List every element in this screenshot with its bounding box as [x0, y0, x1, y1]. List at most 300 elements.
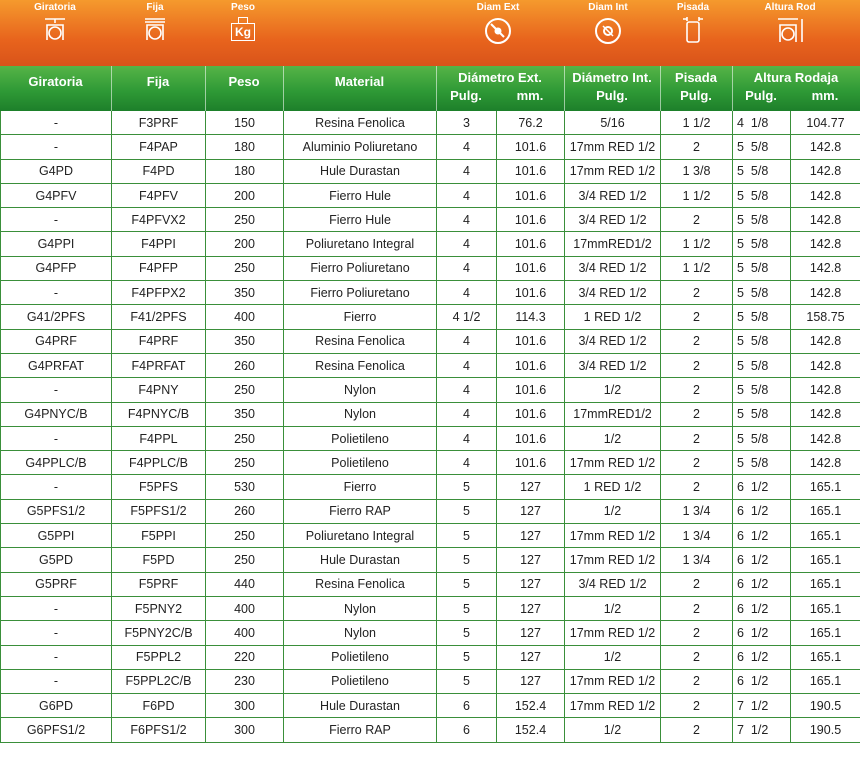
cell-altura-pulg: 4 1/8 — [733, 111, 791, 135]
header-fija: Fija — [146, 74, 170, 89]
cell-altura-pulg: 5 5/8 — [733, 159, 791, 183]
table-row — [1, 232, 860, 256]
cell-altura-mm: 142.8 — [791, 256, 860, 280]
cell-diam-ext-pulg: 4 — [437, 353, 497, 377]
cell-peso: 150 — [206, 111, 284, 135]
cell-altura-mm: 190.5 — [791, 718, 860, 742]
cell-diam-ext-pulg: 4 — [437, 256, 497, 280]
cell-altura-mm: 165.1 — [791, 548, 860, 572]
cell-pisada-pulg: 2 — [661, 645, 733, 669]
cell-pisada-pulg: 2 — [661, 669, 733, 693]
cell-altura-mm: 158.75 — [791, 305, 860, 329]
cell-peso: 180 — [206, 135, 284, 159]
cell-diam-int-pulg: 3/4 RED 1/2 — [565, 353, 661, 377]
cell-material: Hule Durastan — [284, 694, 437, 718]
cell-diam-ext-mm: 101.6 — [497, 256, 565, 280]
cell-diam-int-pulg: 17mm RED 1/2 — [565, 548, 661, 572]
cell-altura-pulg: 6 1/2 — [733, 572, 791, 596]
cell-altura-mm: 165.1 — [791, 596, 860, 620]
cell-diam-ext-mm: 101.6 — [497, 135, 565, 159]
table-row — [1, 426, 860, 450]
cell-diam-int-pulg: 17mm RED 1/2 — [565, 621, 661, 645]
cell-pisada-pulg: 2 — [661, 353, 733, 377]
cell-diam-int-pulg: 17mmRED1/2 — [565, 232, 661, 256]
diam-int-icon-cell — [580, 2, 636, 46]
cell-diam-int-pulg: 1 RED 1/2 — [565, 305, 661, 329]
cell-giratoria: G4PNYC/B — [1, 402, 112, 426]
cell-pisada-pulg: 1 1/2 — [661, 256, 733, 280]
cell-altura-mm: 190.5 — [791, 694, 860, 718]
cell-diam-ext-mm: 127 — [497, 669, 565, 693]
tread-width-icon — [682, 16, 704, 44]
cell-giratoria: G5PRF — [1, 572, 112, 596]
cell-diam-int-pulg: 5/16 — [565, 111, 661, 135]
cell-pisada-pulg: 1 1/2 — [661, 111, 733, 135]
cell-fija: F5PD — [112, 548, 206, 572]
cell-altura-pulg: 5 5/8 — [733, 378, 791, 402]
cell-material: Nylon — [284, 621, 437, 645]
cell-diam-int-pulg: 3/4 RED 1/2 — [565, 208, 661, 232]
cell-giratoria: G6PD — [1, 694, 112, 718]
cell-peso: 250 — [206, 524, 284, 548]
cell-diam-ext-pulg: 6 — [437, 718, 497, 742]
cell-pisada-pulg: 2 — [661, 718, 733, 742]
cell-pisada-pulg: 1 1/2 — [661, 183, 733, 207]
cell-fija: F5PPI — [112, 524, 206, 548]
cell-altura-mm: 165.1 — [791, 499, 860, 523]
cell-altura-mm: 165.1 — [791, 572, 860, 596]
cell-peso: 350 — [206, 402, 284, 426]
cell-pisada-pulg: 2 — [661, 596, 733, 620]
cell-giratoria: - — [1, 378, 112, 402]
cell-giratoria: - — [1, 475, 112, 499]
cell-diam-ext-mm: 101.6 — [497, 232, 565, 256]
table-row — [1, 718, 860, 742]
cell-fija: F4PAP — [112, 135, 206, 159]
cell-peso: 250 — [206, 256, 284, 280]
table-row — [1, 596, 860, 620]
cell-pisada-pulg: 2 — [661, 475, 733, 499]
cell-pisada-pulg: 2 — [661, 305, 733, 329]
cell-altura-pulg: 6 1/2 — [733, 669, 791, 693]
cell-peso: 260 — [206, 499, 284, 523]
cell-giratoria: G5PPI — [1, 524, 112, 548]
cell-altura-mm: 142.8 — [791, 208, 860, 232]
cell-diam-ext-pulg: 5 — [437, 621, 497, 645]
cell-altura-mm: 142.8 — [791, 281, 860, 305]
weight-icon — [231, 17, 255, 41]
cell-giratoria: G4PFV — [1, 183, 112, 207]
peso-icon-cell — [218, 2, 268, 41]
cell-giratoria: G4PFP — [1, 256, 112, 280]
diam-ext-icon-cell — [470, 2, 526, 46]
cell-material: Resina Fenolica — [284, 329, 437, 353]
cell-fija: F3PRF — [112, 111, 206, 135]
cell-diam-ext-pulg: 5 — [437, 669, 497, 693]
header-pisada-pulg: Pulg. — [680, 88, 712, 103]
cell-diam-ext-mm: 127 — [497, 524, 565, 548]
cell-diam-ext-mm: 101.6 — [497, 183, 565, 207]
cell-peso: 180 — [206, 159, 284, 183]
cell-diam-int-pulg: 17mm RED 1/2 — [565, 524, 661, 548]
cell-diam-int-pulg: 3/4 RED 1/2 — [565, 256, 661, 280]
cell-fija: F5PNY2C/B — [112, 621, 206, 645]
cell-diam-int-pulg: 3/4 RED 1/2 — [565, 329, 661, 353]
cell-giratoria: G6PFS1/2 — [1, 718, 112, 742]
cell-material: Polietileno — [284, 426, 437, 450]
cell-fija: F4PFP — [112, 256, 206, 280]
cell-material: Nylon — [284, 378, 437, 402]
cell-fija: F4PPL — [112, 426, 206, 450]
cell-material: Polietileno — [284, 669, 437, 693]
cell-giratoria: - — [1, 208, 112, 232]
cell-material: Resina Fenolica — [284, 111, 437, 135]
table-row — [1, 402, 860, 426]
cell-peso: 440 — [206, 572, 284, 596]
cell-material: Poliuretano Integral — [284, 232, 437, 256]
cell-diam-ext-mm: 101.6 — [497, 159, 565, 183]
cell-altura-mm: 104.77 — [791, 111, 860, 135]
cell-diam-int-pulg: 17mmRED1/2 — [565, 402, 661, 426]
cell-diam-ext-pulg: 5 — [437, 499, 497, 523]
cell-fija: F4PFVX2 — [112, 208, 206, 232]
header-altura-rodaja: Altura Rodaja — [753, 70, 839, 85]
cell-fija: F4PD — [112, 159, 206, 183]
cell-fija: F5PNY2 — [112, 596, 206, 620]
cell-pisada-pulg: 1 3/8 — [661, 159, 733, 183]
cell-material: Fierro Hule — [284, 208, 437, 232]
cell-peso: 220 — [206, 645, 284, 669]
cell-material: Polietileno — [284, 645, 437, 669]
cell-material: Fierro — [284, 475, 437, 499]
table-row — [1, 694, 860, 718]
cell-diam-ext-pulg: 6 — [437, 694, 497, 718]
cell-diam-ext-pulg: 4 — [437, 159, 497, 183]
pisada-icon-label: Pisada — [676, 2, 710, 13]
cell-diam-ext-pulg: 4 — [437, 451, 497, 475]
cell-diam-ext-mm: 152.4 — [497, 718, 565, 742]
cell-peso: 250 — [206, 548, 284, 572]
cell-peso: 400 — [206, 621, 284, 645]
cell-diam-ext-mm: 101.6 — [497, 329, 565, 353]
cell-peso: 300 — [206, 718, 284, 742]
fija-icon-cell — [130, 2, 180, 42]
cell-giratoria: - — [1, 281, 112, 305]
cell-altura-pulg: 5 5/8 — [733, 426, 791, 450]
cell-altura-pulg: 6 1/2 — [733, 475, 791, 499]
cell-peso: 300 — [206, 694, 284, 718]
cell-diam-ext-mm: 101.6 — [497, 208, 565, 232]
cell-altura-pulg: 5 5/8 — [733, 353, 791, 377]
cell-pisada-pulg: 2 — [661, 208, 733, 232]
cell-diam-int-pulg: 3/4 RED 1/2 — [565, 281, 661, 305]
cell-material: Fierro RAP — [284, 718, 437, 742]
cell-diam-ext-pulg: 5 — [437, 645, 497, 669]
cell-fija: F4PPLC/B — [112, 451, 206, 475]
cell-diam-ext-mm: 127 — [497, 621, 565, 645]
cell-altura-mm: 165.1 — [791, 669, 860, 693]
header-diametro-ext-mm: mm. — [516, 88, 544, 103]
table-row — [1, 451, 860, 475]
cell-material: Polietileno — [284, 451, 437, 475]
cell-altura-mm: 142.8 — [791, 402, 860, 426]
cell-pisada-pulg: 1 3/4 — [661, 524, 733, 548]
rigid-caster-icon — [142, 16, 168, 42]
table-row — [1, 548, 860, 572]
cell-altura-pulg: 6 1/2 — [733, 499, 791, 523]
cell-diam-ext-mm: 101.6 — [497, 451, 565, 475]
table-row — [1, 524, 860, 548]
cell-altura-mm: 165.1 — [791, 524, 860, 548]
cell-diam-ext-pulg: 4 — [437, 329, 497, 353]
cell-diam-ext-mm: 101.6 — [497, 378, 565, 402]
cell-diam-ext-pulg: 5 — [437, 572, 497, 596]
cell-diam-ext-pulg: 3 — [437, 111, 497, 135]
cell-altura-mm: 142.8 — [791, 329, 860, 353]
cell-giratoria: - — [1, 596, 112, 620]
cell-altura-mm: 142.8 — [791, 426, 860, 450]
table-row — [1, 499, 860, 523]
cell-fija: F5PFS — [112, 475, 206, 499]
cell-fija: F5PPL2C/B — [112, 669, 206, 693]
cell-diam-ext-pulg: 4 — [437, 426, 497, 450]
cell-altura-pulg: 5 5/8 — [733, 183, 791, 207]
weight-unit: Kg — [231, 23, 255, 41]
table-row — [1, 305, 860, 329]
cell-diam-int-pulg: 3/4 RED 1/2 — [565, 572, 661, 596]
cell-diam-ext-pulg: 4 — [437, 208, 497, 232]
cell-diam-int-pulg: 17mm RED 1/2 — [565, 669, 661, 693]
icon-header-band — [0, 0, 860, 66]
cell-diam-ext-mm: 101.6 — [497, 402, 565, 426]
cell-altura-pulg: 5 5/8 — [733, 208, 791, 232]
cell-diam-int-pulg: 3/4 RED 1/2 — [565, 183, 661, 207]
cell-altura-mm: 142.8 — [791, 451, 860, 475]
cell-fija: F4PRFAT — [112, 353, 206, 377]
cell-altura-pulg: 6 1/2 — [733, 596, 791, 620]
cell-pisada-pulg: 2 — [661, 426, 733, 450]
cell-peso: 530 — [206, 475, 284, 499]
cell-peso: 260 — [206, 353, 284, 377]
cell-diam-ext-pulg: 4 — [437, 232, 497, 256]
cell-pisada-pulg: 2 — [661, 694, 733, 718]
cell-material: Nylon — [284, 402, 437, 426]
cell-material: Hule Durastan — [284, 159, 437, 183]
cell-peso: 400 — [206, 305, 284, 329]
cell-pisada-pulg: 2 — [661, 402, 733, 426]
cell-altura-mm: 142.8 — [791, 159, 860, 183]
cell-fija: F6PD — [112, 694, 206, 718]
cell-fija: F4PPI — [112, 232, 206, 256]
cell-diam-int-pulg: 1/2 — [565, 596, 661, 620]
cell-diam-ext-mm: 76.2 — [497, 111, 565, 135]
cell-material: Aluminio Poliuretano — [284, 135, 437, 159]
cell-fija: F4PRF — [112, 329, 206, 353]
cell-diam-ext-pulg: 4 — [437, 135, 497, 159]
cell-diam-ext-mm: 152.4 — [497, 694, 565, 718]
cell-giratoria: G41/2PFS — [1, 305, 112, 329]
cell-altura-pulg: 5 5/8 — [733, 402, 791, 426]
cell-diam-ext-pulg: 4 — [437, 402, 497, 426]
cell-peso: 250 — [206, 451, 284, 475]
table-row — [1, 256, 860, 280]
header-pisada: Pisada — [675, 70, 717, 85]
cell-altura-pulg: 5 5/8 — [733, 305, 791, 329]
cell-diam-ext-mm: 127 — [497, 645, 565, 669]
cell-diam-int-pulg: 17mm RED 1/2 — [565, 451, 661, 475]
cell-diam-ext-mm: 127 — [497, 475, 565, 499]
cell-altura-mm: 165.1 — [791, 645, 860, 669]
table-row — [1, 159, 860, 183]
header-giratoria: Giratoria — [28, 74, 83, 89]
table-row — [1, 281, 860, 305]
cell-giratoria: G4PRFAT — [1, 353, 112, 377]
cell-material: Fierro RAP — [284, 499, 437, 523]
diam-ext-icon-label: Diam Ext — [476, 2, 520, 13]
table-row — [1, 621, 860, 645]
table-row — [1, 353, 860, 377]
cell-fija: F4PFV — [112, 183, 206, 207]
cell-diam-ext-mm: 101.6 — [497, 426, 565, 450]
cell-peso: 250 — [206, 426, 284, 450]
cell-diam-ext-pulg: 5 — [437, 475, 497, 499]
cell-altura-pulg: 5 5/8 — [733, 256, 791, 280]
cell-giratoria: G4PRF — [1, 329, 112, 353]
table-row — [1, 475, 860, 499]
cell-altura-mm: 142.8 — [791, 232, 860, 256]
cell-giratoria: - — [1, 426, 112, 450]
cell-fija: F4PNYC/B — [112, 402, 206, 426]
cell-material: Fierro Poliuretano — [284, 281, 437, 305]
cell-pisada-pulg: 2 — [661, 329, 733, 353]
diam-int-icon-label: Diam Int — [588, 2, 628, 13]
cell-fija: F41/2PFS — [112, 305, 206, 329]
cell-diam-int-pulg: 17mm RED 1/2 — [565, 159, 661, 183]
header-altura-mm: mm. — [811, 88, 839, 103]
cell-altura-mm: 142.8 — [791, 183, 860, 207]
table-row — [1, 378, 860, 402]
header-altura-pulg: Pulg. — [745, 88, 777, 103]
header-material: Material — [334, 74, 385, 89]
table-row — [1, 645, 860, 669]
cell-diam-ext-pulg: 5 — [437, 524, 497, 548]
cell-material: Fierro Hule — [284, 183, 437, 207]
cell-fija: F5PRF — [112, 572, 206, 596]
altura-rod-icon-cell — [755, 2, 825, 44]
cell-material: Hule Durastan — [284, 548, 437, 572]
table-row — [1, 111, 860, 135]
cell-altura-pulg: 7 1/2 — [733, 694, 791, 718]
cell-altura-pulg: 5 5/8 — [733, 281, 791, 305]
cell-diam-ext-mm: 101.6 — [497, 281, 565, 305]
wheel-height-icon — [775, 16, 805, 44]
header-diametro-int-pulg: Pulg. — [596, 88, 628, 103]
cell-giratoria: - — [1, 135, 112, 159]
cell-pisada-pulg: 2 — [661, 135, 733, 159]
header-diametro-int: Diámetro Int. — [572, 70, 652, 85]
cell-altura-mm: 142.8 — [791, 378, 860, 402]
cell-diam-ext-pulg: 4 — [437, 183, 497, 207]
cell-giratoria: G5PD — [1, 548, 112, 572]
cell-diam-ext-mm: 127 — [497, 499, 565, 523]
cell-diam-ext-pulg: 5 — [437, 548, 497, 572]
giratoria-icon-cell — [30, 2, 80, 42]
cell-altura-pulg: 6 1/2 — [733, 621, 791, 645]
cell-fija: F5PFS1/2 — [112, 499, 206, 523]
header-diametro-ext-pulg: Pulg. — [450, 88, 482, 103]
cell-diam-int-pulg: 1/2 — [565, 426, 661, 450]
cell-diam-ext-mm: 101.6 — [497, 353, 565, 377]
cell-peso: 350 — [206, 329, 284, 353]
cell-pisada-pulg: 2 — [661, 621, 733, 645]
cell-pisada-pulg: 2 — [661, 281, 733, 305]
cell-material: Poliuretano Integral — [284, 524, 437, 548]
cell-giratoria: G4PPLC/B — [1, 451, 112, 475]
cell-material: Resina Fenolica — [284, 572, 437, 596]
cell-diam-int-pulg: 17mm RED 1/2 — [565, 694, 661, 718]
cell-material: Resina Fenolica — [284, 353, 437, 377]
cell-diam-ext-pulg: 5 — [437, 596, 497, 620]
table-row — [1, 329, 860, 353]
cell-fija: F4PFPX2 — [112, 281, 206, 305]
header-diametro-ext: Diámetro Ext. — [458, 70, 542, 85]
cell-peso: 250 — [206, 208, 284, 232]
cell-altura-pulg: 6 1/2 — [733, 548, 791, 572]
caster-spec-table — [0, 111, 860, 743]
cell-diam-int-pulg: 1/2 — [565, 718, 661, 742]
cell-giratoria: G4PD — [1, 159, 112, 183]
cell-diam-int-pulg: 1/2 — [565, 378, 661, 402]
cell-diam-ext-mm: 127 — [497, 548, 565, 572]
cell-diam-int-pulg: 1/2 — [565, 499, 661, 523]
table-row — [1, 135, 860, 159]
cell-peso: 350 — [206, 281, 284, 305]
cell-altura-pulg: 5 5/8 — [733, 329, 791, 353]
cell-peso: 400 — [206, 596, 284, 620]
cell-peso: 250 — [206, 378, 284, 402]
table-row — [1, 669, 860, 693]
cell-diam-int-pulg: 1 RED 1/2 — [565, 475, 661, 499]
cell-giratoria: G5PFS1/2 — [1, 499, 112, 523]
cell-diam-ext-pulg: 4 — [437, 281, 497, 305]
cell-giratoria: - — [1, 111, 112, 135]
table-row — [1, 572, 860, 596]
cell-diam-int-pulg: 17mm RED 1/2 — [565, 135, 661, 159]
outer-diameter-icon — [483, 16, 513, 46]
cell-pisada-pulg: 1 3/4 — [661, 499, 733, 523]
cell-material: Fierro Poliuretano — [284, 256, 437, 280]
cell-giratoria: - — [1, 669, 112, 693]
cell-giratoria: - — [1, 621, 112, 645]
altura-rod-icon-label: Altura Rod — [764, 2, 816, 13]
cell-altura-pulg: 6 1/2 — [733, 645, 791, 669]
header-peso: Peso — [228, 74, 260, 89]
cell-altura-pulg: 5 5/8 — [733, 135, 791, 159]
cell-altura-pulg: 5 5/8 — [733, 451, 791, 475]
cell-altura-pulg: 5 5/8 — [733, 232, 791, 256]
cell-diam-ext-pulg: 4 1/2 — [437, 305, 497, 329]
cell-giratoria: - — [1, 645, 112, 669]
cell-pisada-pulg: 1 3/4 — [661, 548, 733, 572]
cell-altura-pulg: 6 1/2 — [733, 524, 791, 548]
cell-peso: 200 — [206, 183, 284, 207]
cell-fija: F6PFS1/2 — [112, 718, 206, 742]
cell-giratoria: G4PPI — [1, 232, 112, 256]
cell-fija: F5PPL2 — [112, 645, 206, 669]
cell-altura-mm: 165.1 — [791, 621, 860, 645]
peso-icon-label: Peso — [231, 2, 255, 13]
table-row — [1, 208, 860, 232]
